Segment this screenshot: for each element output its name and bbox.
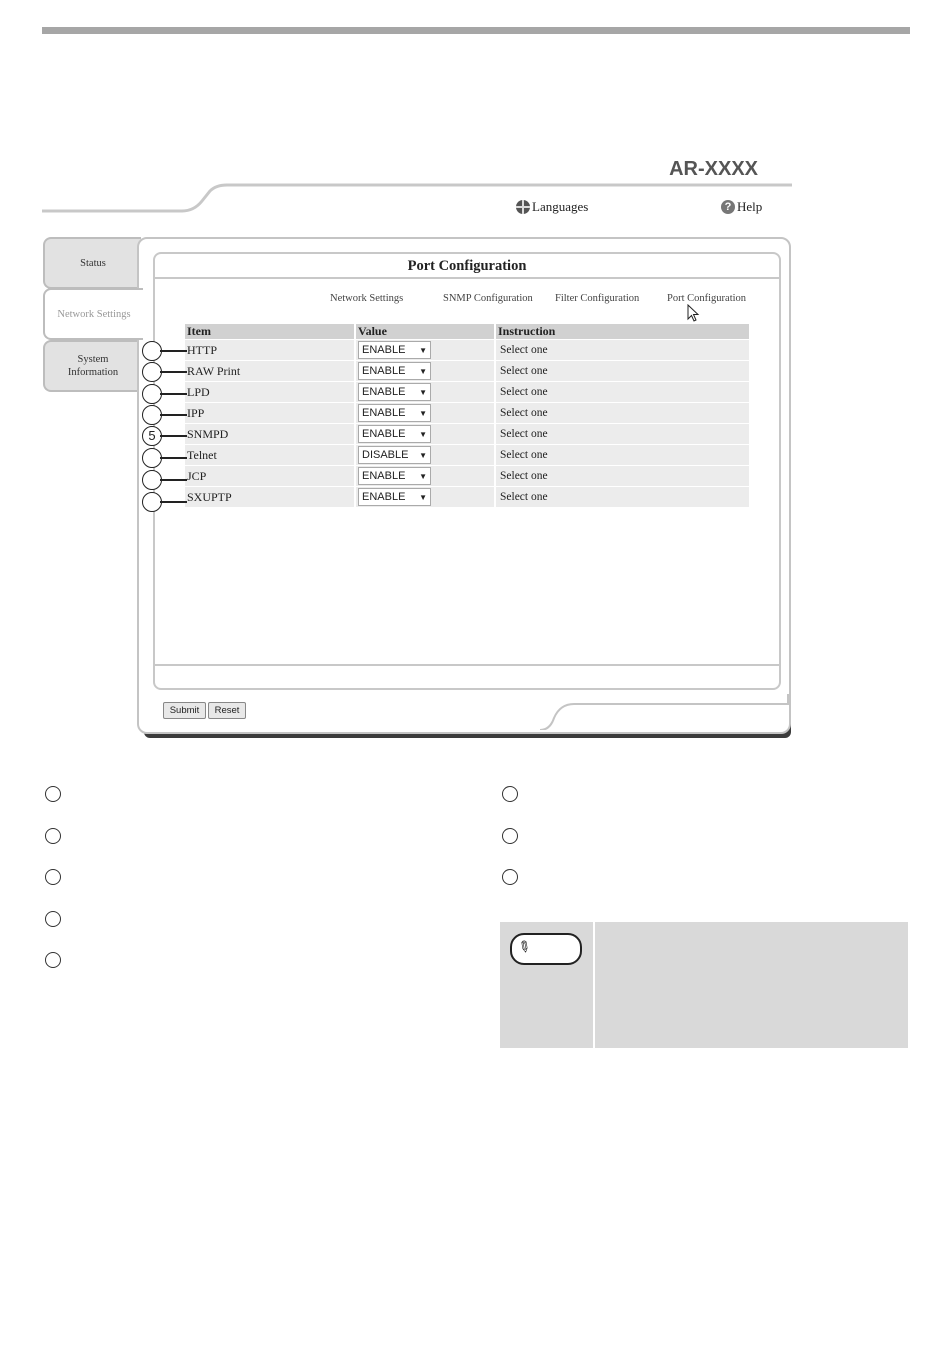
row-item: RAW Print [185,361,355,382]
select-value: ENABLE [362,470,406,482]
callout-line [160,414,187,416]
dropdown-arrow-icon: ▼ [419,409,427,418]
header-value: Value [355,324,495,340]
tab-status[interactable] [43,237,141,289]
callout-line [160,435,187,437]
dropdown-arrow-icon: ▼ [419,367,427,376]
tab-system-information[interactable] [43,340,141,392]
raw-print-select[interactable] [358,362,431,380]
callout-circle [142,384,162,404]
callout-line [160,371,187,373]
dropdown-arrow-icon: ▼ [419,493,427,502]
tab-network-settings-label: Network Settings [57,308,131,320]
row-instruction: Select one [495,340,749,361]
tab-status-label: Status [80,257,106,269]
list-marker-circle [502,869,518,885]
help-link[interactable] [721,199,762,215]
header-item: Item [185,324,355,340]
top-rule [42,27,910,34]
row-instruction: Select one [495,424,749,445]
port-table [185,324,749,507]
telnet-select[interactable] [358,446,431,464]
list-marker-circle [45,786,61,802]
dropdown-arrow-icon: ▼ [419,430,427,439]
callout-line [160,350,187,352]
table-row [185,340,749,361]
mouse-cursor-icon [687,304,701,322]
lpd-select[interactable] [358,383,431,401]
list-marker-circle [45,911,61,927]
tab-system-information-label: System Information [67,354,119,378]
languages-link[interactable] [516,199,588,215]
table-row [185,424,749,445]
table-row [185,466,749,487]
jcp-select[interactable] [358,467,431,485]
subnav-filter-configuration[interactable]: Filter Configuration [555,293,640,304]
row-item: SXUPTP [185,487,355,508]
callout-line [160,479,187,481]
tab-network-settings[interactable] [43,288,143,340]
subnav-port-configuration[interactable]: Port Configuration [667,293,747,304]
header-instruction: Instruction [495,324,749,340]
http-select[interactable] [358,341,431,359]
help-icon: ? [721,200,735,214]
dropdown-arrow-icon: ▼ [419,451,427,460]
callout-circle [142,492,162,512]
list-marker-circle [45,952,61,968]
row-instruction: Select one [495,403,749,424]
row-instruction: Select one [495,361,749,382]
callout-circle [142,362,162,382]
row-item: Telnet [185,445,355,466]
list-marker-circle [45,828,61,844]
table-row [185,361,749,382]
list-marker-circle [502,786,518,802]
select-value: ENABLE [362,428,406,440]
dropdown-arrow-icon: ▼ [419,388,427,397]
panel-footer-bar [155,664,779,688]
select-value: ENABLE [362,386,406,398]
row-item: HTTP [185,340,355,361]
table-header-row [185,324,749,340]
ipp-select[interactable] [358,404,431,422]
callout-circle [142,470,162,490]
submit-button[interactable]: Submit [163,702,206,719]
callout-line [160,393,187,395]
row-instruction: Select one [495,466,749,487]
row-item: LPD [185,382,355,403]
panel-title-bar [155,254,779,279]
table-row [185,445,749,466]
select-value: ENABLE [362,365,406,377]
note-divider [593,922,595,1048]
callout-circle [142,448,162,468]
list-marker-circle [502,828,518,844]
languages-label: Languages [532,199,589,214]
reset-button[interactable]: Reset [208,702,246,719]
dropdown-arrow-icon: ▼ [419,472,427,481]
dropdown-arrow-icon: ▼ [419,346,427,355]
panel-title: Port Configuration [407,258,527,274]
callout-line [160,457,187,459]
select-value: ENABLE [362,407,406,419]
model-name: AR-XXXX [669,158,758,180]
globe-icon [516,200,530,214]
table-row [185,403,749,424]
header-curve [42,183,792,215]
row-item: IPP [185,403,355,424]
callout-line [160,501,187,503]
select-value: ENABLE [362,491,406,503]
note-pencil-icon: ✎ [510,933,582,965]
row-item: JCP [185,466,355,487]
frame-bottom-curve [540,694,790,730]
callout-circle [142,405,162,425]
row-item: SNMPD [185,424,355,445]
table-row [185,382,749,403]
table-row [185,487,749,508]
callout-circle: 5 [142,426,162,446]
subnav-network-settings[interactable]: Network Settings [330,293,404,304]
select-value: ENABLE [362,344,406,356]
help-label: Help [737,199,763,214]
sxuptp-select[interactable] [358,488,431,506]
select-value: DISABLE [362,449,409,461]
list-marker-circle [45,869,61,885]
row-instruction: Select one [495,445,749,466]
callout-circle [142,341,162,361]
row-instruction: Select one [495,487,749,508]
snmpd-select[interactable] [358,425,431,443]
row-instruction: Select one [495,382,749,403]
subnav-snmp-configuration[interactable]: SNMP Configuration [443,293,533,304]
